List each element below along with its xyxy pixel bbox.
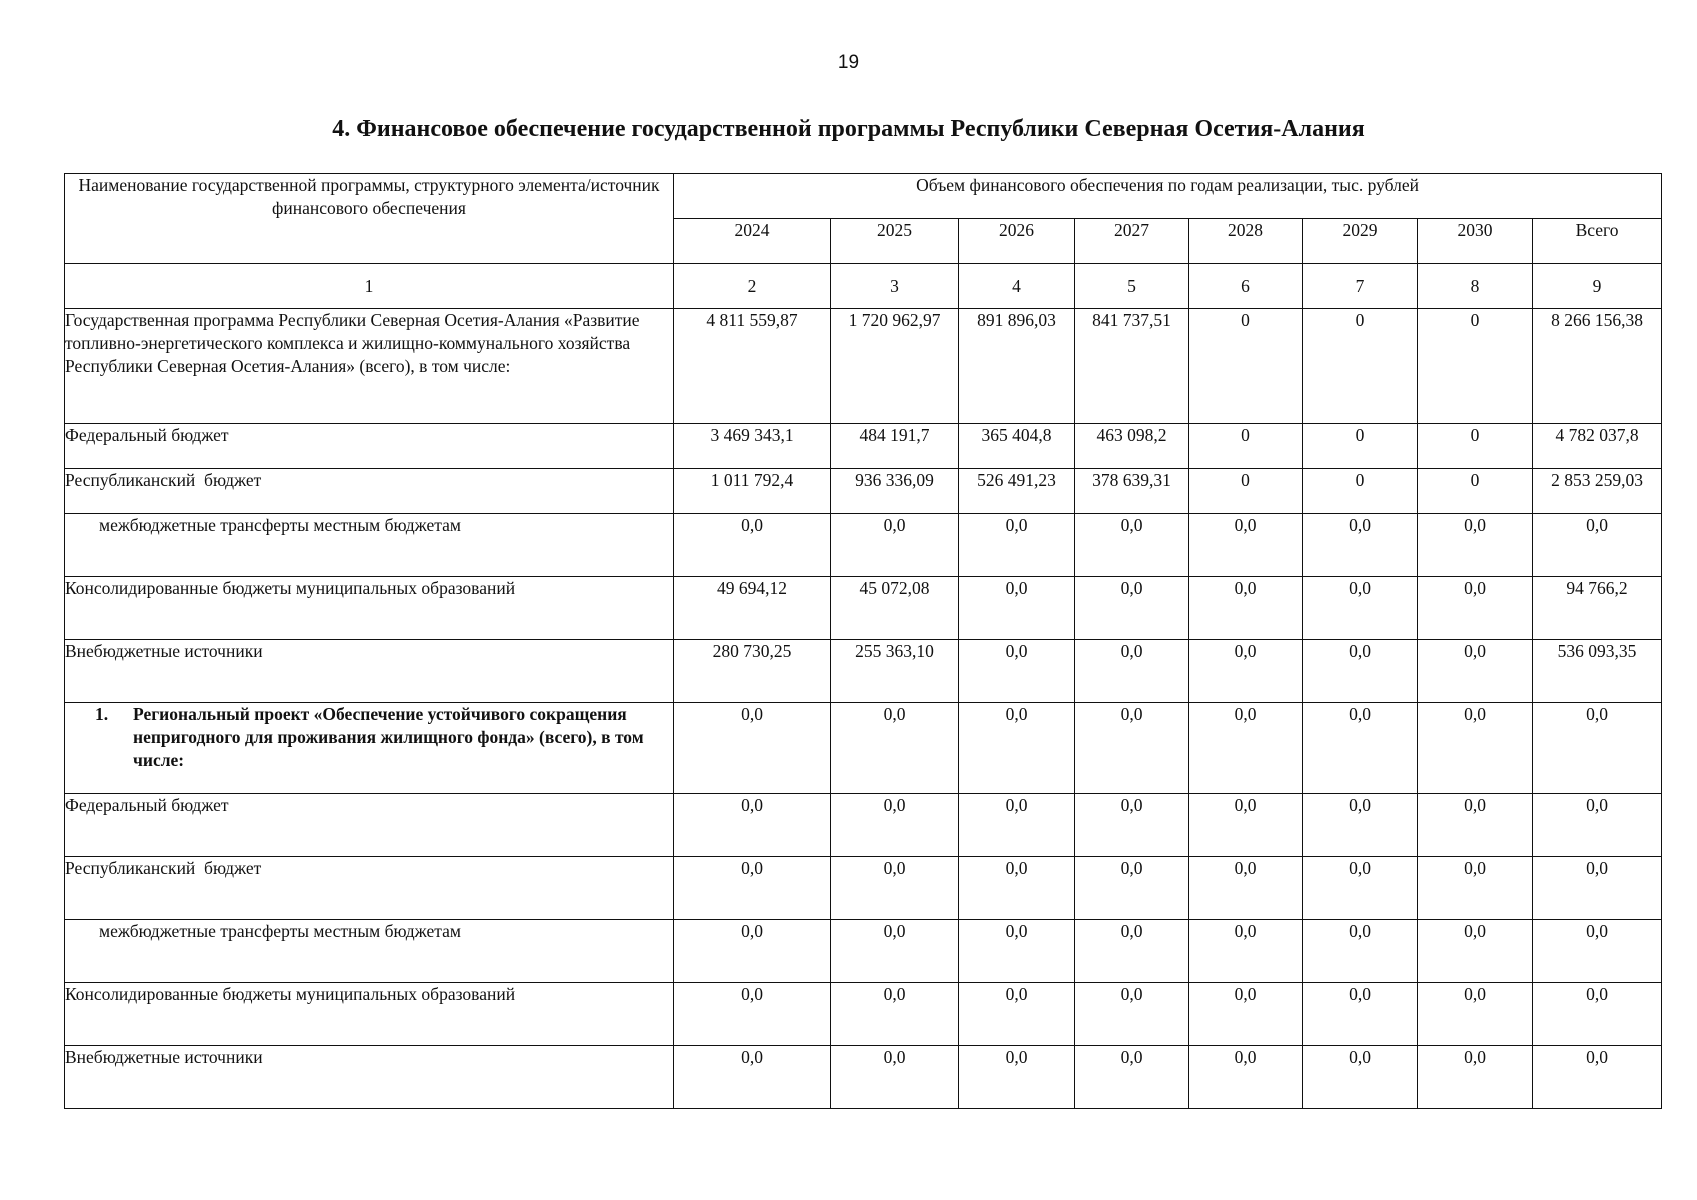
header-total: Всего (1533, 219, 1662, 264)
row-value: 0,0 (959, 640, 1075, 703)
row-name: Республиканский бюджет (65, 857, 674, 920)
row-value: 0,0 (831, 1046, 959, 1109)
table-row (65, 424, 1662, 469)
row-value: 0,0 (1303, 703, 1418, 794)
row-value: 0,0 (831, 983, 959, 1046)
row-value: 936 336,09 (831, 469, 959, 514)
row-value: 0,0 (674, 703, 831, 794)
row-value: 1 720 962,97 (831, 309, 959, 424)
row-value: 0,0 (1303, 640, 1418, 703)
row-value: 0,0 (1418, 640, 1533, 703)
row-value: 49 694,12 (674, 577, 831, 640)
row-value: 0,0 (1533, 857, 1662, 920)
row-value: 891 896,03 (959, 309, 1075, 424)
project-name: Региональный проект «Обеспечение устойчивого сокращения непригодного для проживания жилищного фонда» (всего), в том числе: (133, 704, 644, 770)
header-year: 2025 (831, 219, 959, 264)
column-number: 4 (959, 264, 1075, 309)
row-value: 0,0 (1533, 1046, 1662, 1109)
row-name: Федеральный бюджет (65, 794, 674, 857)
row-value: 0,0 (959, 920, 1075, 983)
row-value: 0,0 (1303, 983, 1418, 1046)
row-value: 0 (1303, 469, 1418, 514)
row-value: 0,0 (1418, 514, 1533, 577)
row-name: Федеральный бюджет (65, 424, 674, 469)
row-value: 0,0 (1189, 577, 1303, 640)
row-value: 0 (1418, 469, 1533, 514)
header-year: 2024 (674, 219, 831, 264)
row-value: 0,0 (1075, 1046, 1189, 1109)
row-value: 0,0 (1075, 640, 1189, 703)
row-value: 536 093,35 (1533, 640, 1662, 703)
row-value: 0,0 (1418, 577, 1533, 640)
row-value: 463 098,2 (1075, 424, 1189, 469)
table-row (65, 983, 1662, 1046)
header-year: 2030 (1418, 219, 1533, 264)
row-value: 0 (1189, 424, 1303, 469)
column-number: 6 (1189, 264, 1303, 309)
row-value: 365 404,8 (959, 424, 1075, 469)
row-value: 0,0 (1189, 794, 1303, 857)
row-name: Внебюджетные источники (65, 640, 674, 703)
row-value: 0,0 (1418, 857, 1533, 920)
row-value: 0,0 (1418, 983, 1533, 1046)
row-value: 255 363,10 (831, 640, 959, 703)
row-value: 94 766,2 (1533, 577, 1662, 640)
header-volume-cell: Объем финансового обеспечения по годам реализации, тыс. рублей (674, 174, 1662, 219)
row-value: 0,0 (1533, 514, 1662, 577)
column-number: 7 (1303, 264, 1418, 309)
row-value: 1 011 792,4 (674, 469, 831, 514)
table-row (65, 577, 1662, 640)
row-name: Консолидированные бюджеты муниципальных образований (65, 983, 674, 1046)
row-value: 0,0 (831, 920, 959, 983)
row-value: 378 639,31 (1075, 469, 1189, 514)
row-name: межбюджетные трансферты местным бюджетам (65, 514, 674, 577)
row-value: 0,0 (959, 857, 1075, 920)
column-number: 1 (65, 264, 674, 309)
row-value: 45 072,08 (831, 577, 959, 640)
row-value: 0,0 (959, 1046, 1075, 1109)
row-value: 4 811 559,87 (674, 309, 831, 424)
row-value: 0,0 (1189, 514, 1303, 577)
row-value: 0,0 (674, 920, 831, 983)
row-value: 0,0 (959, 983, 1075, 1046)
row-value: 0,0 (1303, 514, 1418, 577)
column-number: 3 (831, 264, 959, 309)
row-value: 0,0 (1418, 920, 1533, 983)
row-value: 0,0 (1075, 920, 1189, 983)
row-value: 0,0 (831, 857, 959, 920)
row-name: Республиканский бюджет (65, 469, 674, 514)
row-value: 2 853 259,03 (1533, 469, 1662, 514)
row-value: 0,0 (1075, 983, 1189, 1046)
row-value: 0,0 (1189, 703, 1303, 794)
row-value: 0,0 (1189, 1046, 1303, 1109)
row-value: 280 730,25 (674, 640, 831, 703)
row-value: 0,0 (1075, 857, 1189, 920)
row-value: 0,0 (1075, 794, 1189, 857)
column-number: 2 (674, 264, 831, 309)
section-title: 4. Финансовое обеспечение государственной программы Республики Северная Осетия-Алания (332, 116, 1365, 142)
header-year: 2027 (1075, 219, 1189, 264)
row-value: 0,0 (1533, 794, 1662, 857)
row-value: 0 (1189, 469, 1303, 514)
row-value: 0 (1418, 424, 1533, 469)
row-value: 0,0 (1418, 794, 1533, 857)
row-value: 0 (1189, 309, 1303, 424)
table-row (65, 309, 1662, 424)
row-value: 0,0 (1189, 857, 1303, 920)
row-value: 0,0 (831, 703, 959, 794)
table-row (65, 640, 1662, 703)
row-value: 0,0 (1303, 857, 1418, 920)
row-value: 0 (1303, 309, 1418, 424)
financing-table (64, 173, 1662, 1109)
row-value: 0,0 (959, 577, 1075, 640)
page-number: 19 (837, 52, 860, 73)
row-name: Государственная программа Республики Северная Осетия-Алания «Развитие топливно-энергетического комплекса и жилищно-коммунального хозяйства Республики Северная Осетия-Алания» (всего), в том числе: (65, 309, 674, 424)
row-value: 841 737,51 (1075, 309, 1189, 424)
row-value: 0,0 (1303, 794, 1418, 857)
header-year: 2028 (1189, 219, 1303, 264)
row-value: 0,0 (674, 794, 831, 857)
table-row-project (65, 703, 1662, 794)
table-row (65, 794, 1662, 857)
row-value: 0,0 (1418, 703, 1533, 794)
row-value: 0,0 (1303, 920, 1418, 983)
project-number: 1. (95, 704, 109, 724)
row-value: 0,0 (831, 514, 959, 577)
row-value: 0 (1418, 309, 1533, 424)
header-year: 2026 (959, 219, 1075, 264)
row-value: 4 782 037,8 (1533, 424, 1662, 469)
row-value: 3 469 343,1 (674, 424, 831, 469)
row-value: 0,0 (1189, 640, 1303, 703)
header-year: 2029 (1303, 219, 1418, 264)
column-number: 8 (1418, 264, 1533, 309)
row-value: 0,0 (1303, 1046, 1418, 1109)
row-value: 0,0 (959, 794, 1075, 857)
row-value: 8 266 156,38 (1533, 309, 1662, 424)
row-value: 0,0 (1418, 1046, 1533, 1109)
row-value: 0,0 (674, 1046, 831, 1109)
row-value: 0,0 (1075, 703, 1189, 794)
table-row (65, 1046, 1662, 1109)
row-value: 0 (1303, 424, 1418, 469)
column-number: 9 (1533, 264, 1662, 309)
table-row (65, 469, 1662, 514)
row-name: межбюджетные трансферты местным бюджетам (65, 920, 674, 983)
row-value: 0,0 (1533, 983, 1662, 1046)
header-name-cell: Наименование государственной программы, структурного элемента/источник финансового обеспечения (65, 174, 674, 264)
column-number: 5 (1075, 264, 1189, 309)
row-name: Внебюджетные источники (65, 1046, 674, 1109)
row-value: 0,0 (1189, 920, 1303, 983)
row-value: 0,0 (1075, 577, 1189, 640)
row-value: 0,0 (1189, 983, 1303, 1046)
row-value: 0,0 (1533, 920, 1662, 983)
row-value: 0,0 (674, 857, 831, 920)
row-value: 526 491,23 (959, 469, 1075, 514)
row-value: 0,0 (831, 794, 959, 857)
table-row (65, 920, 1662, 983)
row-value: 0,0 (674, 514, 831, 577)
row-value: 0,0 (959, 703, 1075, 794)
table-row (65, 857, 1662, 920)
row-value: 0,0 (1303, 577, 1418, 640)
row-value: 0,0 (674, 983, 831, 1046)
row-value: 484 191,7 (831, 424, 959, 469)
row-value: 0,0 (1533, 703, 1662, 794)
column-numbers-row (65, 264, 1662, 309)
row-name: Консолидированные бюджеты муниципальных образований (65, 577, 674, 640)
row-value: 0,0 (959, 514, 1075, 577)
table-row (65, 514, 1662, 577)
row-value: 0,0 (1075, 514, 1189, 577)
project-name-cell (65, 703, 674, 794)
